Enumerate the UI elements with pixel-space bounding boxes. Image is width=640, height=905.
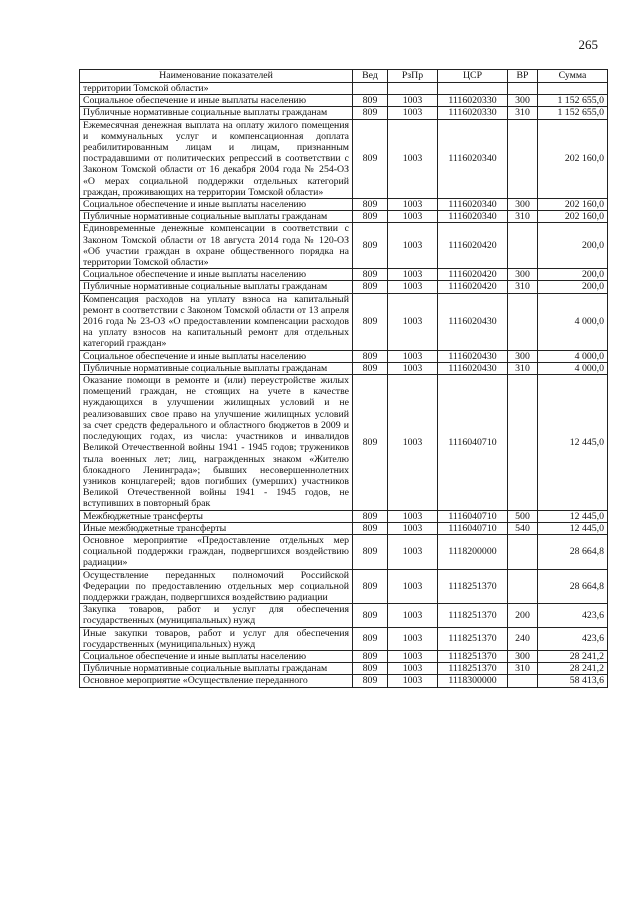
row-ved: 809 xyxy=(353,650,388,662)
row-name: Основное мероприятие «Предоставление отдельных мер социальной поддержки граждан, подвергшихся воздействию радиации» xyxy=(80,534,353,569)
row-name: Иные межбюджетные трансферты xyxy=(80,522,353,534)
table-row xyxy=(80,534,608,569)
table-row xyxy=(80,107,608,119)
row-name: Социальное обеспечение и иные выплаты населению xyxy=(80,650,353,662)
row-ved: 809 xyxy=(353,362,388,374)
table-row xyxy=(80,627,608,650)
row-vr xyxy=(508,569,538,604)
row-name: Межбюджетные трансферты xyxy=(80,510,353,522)
row-vr: 310 xyxy=(508,362,538,374)
row-ved: 809 xyxy=(353,627,388,650)
row-vr: 310 xyxy=(508,107,538,119)
table-row xyxy=(80,95,608,107)
row-rzpr: 1003 xyxy=(388,211,438,223)
table-row xyxy=(80,83,608,95)
row-ved: 809 xyxy=(353,375,388,510)
row-name: Публичные нормативные социальные выплаты гражданам xyxy=(80,663,353,675)
page-number: 265 xyxy=(578,37,598,52)
row-rzpr: 1003 xyxy=(388,119,438,198)
table-row xyxy=(80,510,608,522)
row-sum: 4 000,0 xyxy=(538,350,608,362)
row-vr xyxy=(508,375,538,510)
row-name: Иные закупки товаров, работ и услуг для обеспечения государственных (муниципальных) нужд xyxy=(80,627,353,650)
row-csr: 1118251370 xyxy=(438,569,508,604)
row-sum: 12 445,0 xyxy=(538,522,608,534)
budget-table xyxy=(79,69,608,688)
row-vr xyxy=(508,119,538,198)
row-sum: 200,0 xyxy=(538,269,608,281)
row-ved: 809 xyxy=(353,107,388,119)
row-sum: 1 152 655,0 xyxy=(538,95,608,107)
row-name: Публичные нормативные социальные выплаты гражданам xyxy=(80,362,353,374)
row-name: Ежемесячная денежная выплата на оплату жилого помещения и коммунальных услуг и компенсационная доплата реабилитированным лицам и лицам, признанным пострадавшими от политических репрессий в соответствии с Законом Томской области от 16 декабря 2004 года № 254-ОЗ «О мерах социальной поддержки отдельных категорий граждан, проживающих на территории Томской области» xyxy=(80,119,353,198)
row-csr: 1116020420 xyxy=(438,269,508,281)
row-name: Публичные нормативные социальные выплаты гражданам xyxy=(80,281,353,293)
table-row xyxy=(80,269,608,281)
row-csr: 1116040710 xyxy=(438,522,508,534)
table-row xyxy=(80,350,608,362)
row-vr: 310 xyxy=(508,281,538,293)
row-sum: 58 413,6 xyxy=(538,675,608,687)
row-sum xyxy=(538,83,608,95)
table-row xyxy=(80,604,608,627)
table-row xyxy=(80,223,608,269)
row-ved: 809 xyxy=(353,119,388,198)
row-ved: 809 xyxy=(353,569,388,604)
row-vr: 500 xyxy=(508,510,538,522)
row-sum: 28 664,8 xyxy=(538,569,608,604)
table-row xyxy=(80,650,608,662)
row-rzpr: 1003 xyxy=(388,650,438,662)
row-vr xyxy=(508,293,538,350)
row-vr xyxy=(508,83,538,95)
table-row xyxy=(80,293,608,350)
row-vr: 240 xyxy=(508,627,538,650)
row-csr: 1116020420 xyxy=(438,223,508,269)
row-name: Социальное обеспечение и иные выплаты населению xyxy=(80,95,353,107)
row-ved xyxy=(353,83,388,95)
row-ved: 809 xyxy=(353,663,388,675)
row-sum: 12 445,0 xyxy=(538,510,608,522)
row-csr: 1118251370 xyxy=(438,650,508,662)
row-csr: 1116020430 xyxy=(438,362,508,374)
row-name: Основное мероприятие «Осуществление переданного xyxy=(80,675,353,687)
column-header-name: Наименование показателей xyxy=(80,70,353,83)
row-sum: 1 152 655,0 xyxy=(538,107,608,119)
row-ved: 809 xyxy=(353,95,388,107)
column-header-rzpr: РзПр xyxy=(388,70,438,83)
row-sum: 4 000,0 xyxy=(538,362,608,374)
row-name: Социальное обеспечение и иные выплаты населению xyxy=(80,269,353,281)
table-row xyxy=(80,362,608,374)
row-csr: 1116020430 xyxy=(438,293,508,350)
row-name: Социальное обеспечение и иные выплаты населению xyxy=(80,199,353,211)
row-sum: 200,0 xyxy=(538,281,608,293)
row-ved: 809 xyxy=(353,269,388,281)
row-vr: 310 xyxy=(508,211,538,223)
row-vr: 310 xyxy=(508,663,538,675)
row-sum: 12 445,0 xyxy=(538,375,608,510)
row-rzpr: 1003 xyxy=(388,281,438,293)
row-name: Компенсация расходов на уплату взноса на капитальный ремонт в соответствии с Законом Томской области от 13 апреля 2016 года № 23-ОЗ «О предоставлении компенсации расходов на уплату взносов на капитальный ремонт для отдельных категорий граждан» xyxy=(80,293,353,350)
row-csr: 1116020340 xyxy=(438,199,508,211)
row-vr: 300 xyxy=(508,269,538,281)
row-vr: 540 xyxy=(508,522,538,534)
row-csr: 1116020420 xyxy=(438,281,508,293)
row-rzpr: 1003 xyxy=(388,569,438,604)
row-ved: 809 xyxy=(353,510,388,522)
row-name: Социальное обеспечение и иные выплаты населению xyxy=(80,350,353,362)
table-row xyxy=(80,281,608,293)
row-rzpr: 1003 xyxy=(388,534,438,569)
row-vr xyxy=(508,534,538,569)
row-rzpr: 1003 xyxy=(388,663,438,675)
row-vr: 300 xyxy=(508,95,538,107)
row-name: Публичные нормативные социальные выплаты гражданам xyxy=(80,107,353,119)
row-name: Закупка товаров, работ и услуг для обеспечения государственных (муниципальных) нужд xyxy=(80,604,353,627)
row-rzpr: 1003 xyxy=(388,350,438,362)
row-csr: 1116020330 xyxy=(438,107,508,119)
table-row xyxy=(80,199,608,211)
row-sum: 423,6 xyxy=(538,627,608,650)
row-sum: 200,0 xyxy=(538,223,608,269)
row-vr: 200 xyxy=(508,604,538,627)
row-rzpr: 1003 xyxy=(388,223,438,269)
row-vr: 300 xyxy=(508,650,538,662)
row-csr: 1116020340 xyxy=(438,119,508,198)
row-sum: 202 160,0 xyxy=(538,119,608,198)
row-rzpr: 1003 xyxy=(388,675,438,687)
row-rzpr: 1003 xyxy=(388,627,438,650)
table-row xyxy=(80,569,608,604)
row-ved: 809 xyxy=(353,199,388,211)
row-rzpr: 1003 xyxy=(388,293,438,350)
table-header-row xyxy=(80,70,608,83)
row-vr: 300 xyxy=(508,199,538,211)
row-name: территории Томской области» xyxy=(80,83,353,95)
column-header-sum: Сумма xyxy=(538,70,608,83)
column-header-vr: ВР xyxy=(508,70,538,83)
table-row xyxy=(80,675,608,687)
table-row xyxy=(80,211,608,223)
row-csr: 1116020430 xyxy=(438,350,508,362)
row-ved: 809 xyxy=(353,522,388,534)
row-sum: 423,6 xyxy=(538,604,608,627)
column-header-ved: Вед xyxy=(353,70,388,83)
row-rzpr: 1003 xyxy=(388,375,438,510)
row-ved: 809 xyxy=(353,223,388,269)
row-csr: 1118200000 xyxy=(438,534,508,569)
row-ved: 809 xyxy=(353,534,388,569)
row-ved: 809 xyxy=(353,350,388,362)
row-csr: 1116020330 xyxy=(438,95,508,107)
row-rzpr: 1003 xyxy=(388,107,438,119)
row-rzpr: 1003 xyxy=(388,362,438,374)
row-sum: 28 241,2 xyxy=(538,663,608,675)
row-ved: 809 xyxy=(353,604,388,627)
row-rzpr: 1003 xyxy=(388,199,438,211)
table-row xyxy=(80,119,608,198)
row-sum: 28 664,8 xyxy=(538,534,608,569)
row-vr xyxy=(508,675,538,687)
row-name: Осуществление переданных полномочий Российской Федерации по предоставлению отдельных мер социальной поддержки граждан, подвергшихся воздействию радиации xyxy=(80,569,353,604)
table-row xyxy=(80,663,608,675)
table-row xyxy=(80,375,608,510)
row-ved: 809 xyxy=(353,293,388,350)
row-vr xyxy=(508,223,538,269)
row-csr: 1118251370 xyxy=(438,663,508,675)
row-sum: 202 160,0 xyxy=(538,199,608,211)
row-ved: 809 xyxy=(353,281,388,293)
row-csr: 1116020340 xyxy=(438,211,508,223)
row-name: Оказание помощи в ремонте и (или) переустройстве жилых помещений граждан, не стоящих на учете в качестве нуждающихся в улучшении жилищных условий и не реализовавших свое право на улучшение жилищных условий за счет средств федерального и областного бюджетов в 2009 и последующих годах, из числа: участников и инвалидов Великой Отечественной войны 1941 - 1945 годов; тружеников тыла военных лет; лиц, награжденных знаком «Жителю блокадного Ленинграда»; бывших несовершеннолетних узников концлагерей; вдов погибших (умерших) участников Великой Отечественной войны 1941 - 1945 годов, не вступивших в повторный брак xyxy=(80,375,353,510)
row-rzpr xyxy=(388,83,438,95)
row-name: Единовременные денежные компенсации в соответствии с Законом Томской области от 18 августа 2014 года № 120-ОЗ «Об участии граждан в охране общественного порядка на территории Томской области» xyxy=(80,223,353,269)
table-row xyxy=(80,522,608,534)
row-csr: 1116040710 xyxy=(438,510,508,522)
row-vr: 300 xyxy=(508,350,538,362)
row-sum: 202 160,0 xyxy=(538,211,608,223)
row-ved: 809 xyxy=(353,675,388,687)
row-rzpr: 1003 xyxy=(388,95,438,107)
row-name: Публичные нормативные социальные выплаты гражданам xyxy=(80,211,353,223)
row-sum: 28 241,2 xyxy=(538,650,608,662)
row-csr: 1118251370 xyxy=(438,604,508,627)
row-rzpr: 1003 xyxy=(388,510,438,522)
row-rzpr: 1003 xyxy=(388,522,438,534)
row-rzpr: 1003 xyxy=(388,269,438,281)
row-rzpr: 1003 xyxy=(388,604,438,627)
row-csr: 1118300000 xyxy=(438,675,508,687)
column-header-csr: ЦСР xyxy=(438,70,508,83)
row-ved: 809 xyxy=(353,211,388,223)
row-csr: 1118251370 xyxy=(438,627,508,650)
row-sum: 4 000,0 xyxy=(538,293,608,350)
row-csr: 1116040710 xyxy=(438,375,508,510)
row-csr xyxy=(438,83,508,95)
